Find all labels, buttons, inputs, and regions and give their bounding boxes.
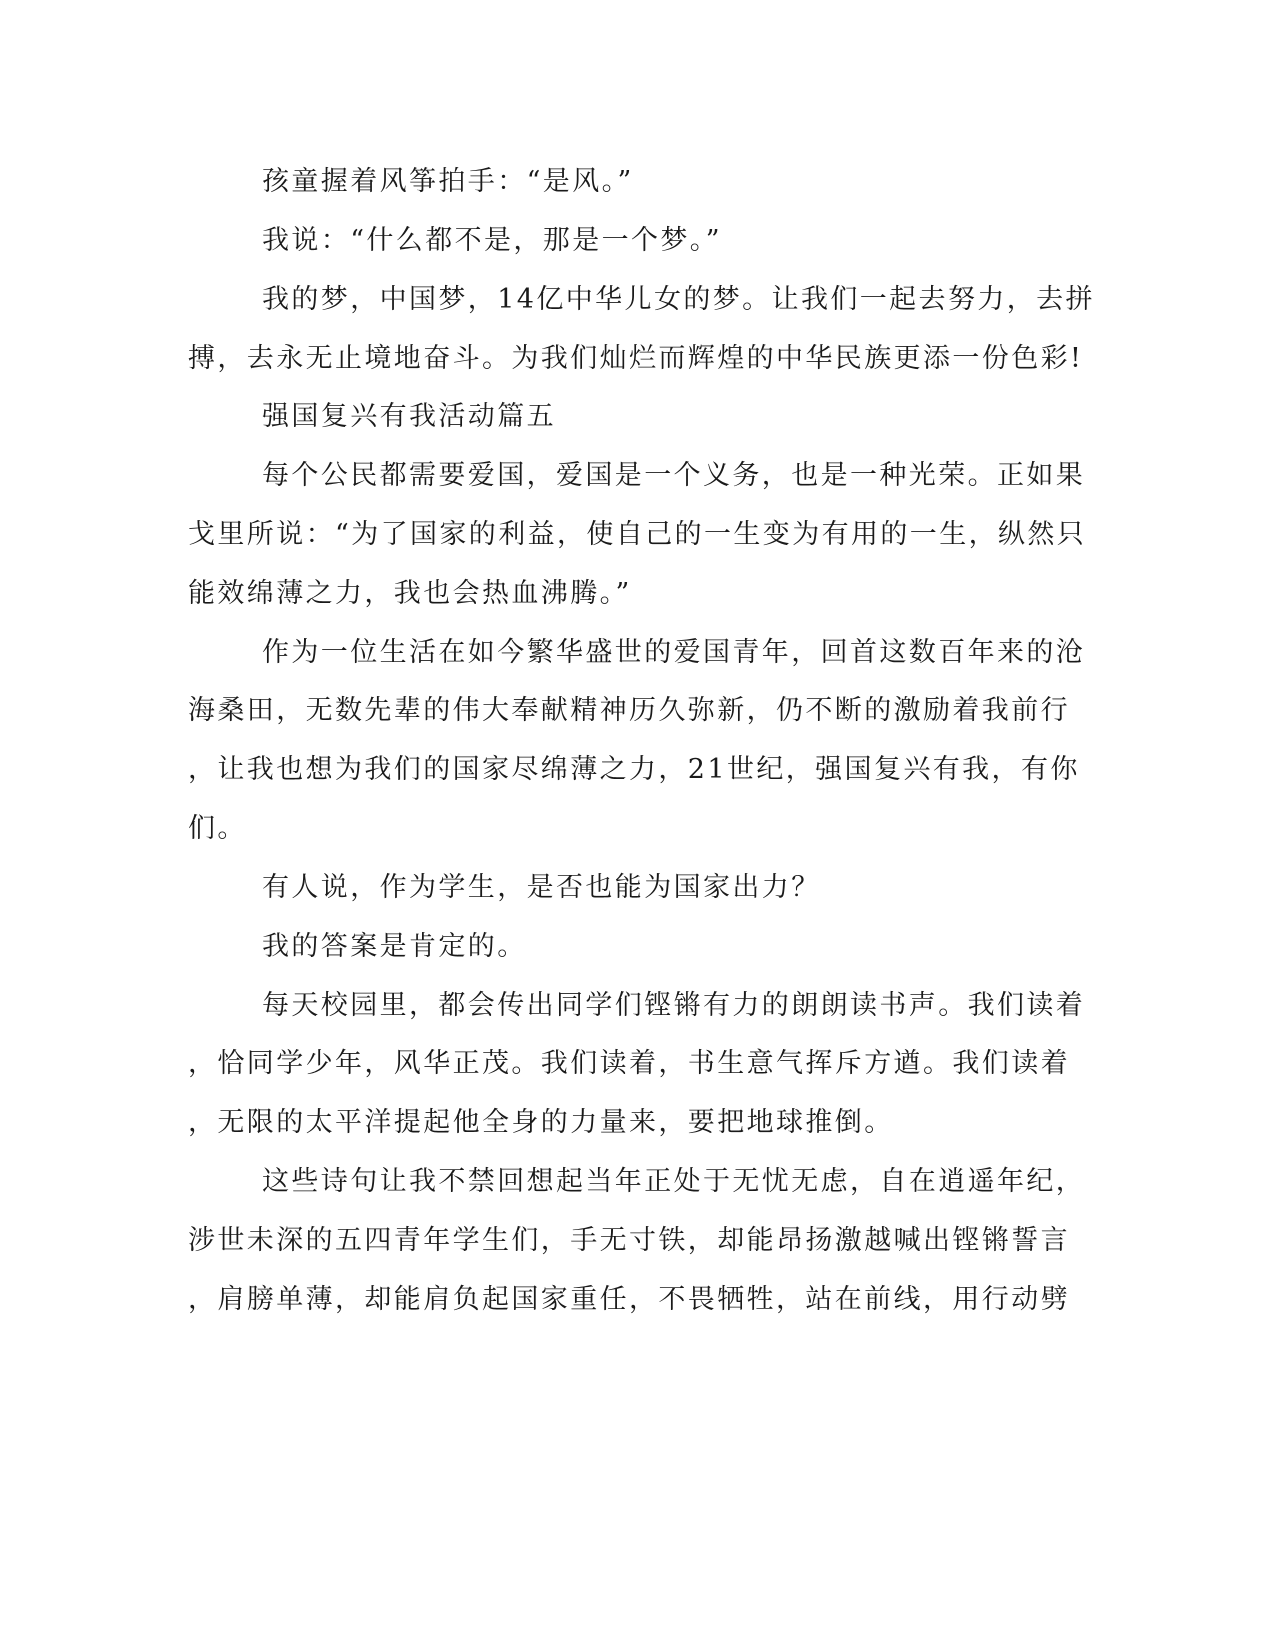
text-line: 海桑田，无数先辈的伟大奉献精神历久弥新，仍不断的激励着我前行 (188, 695, 1070, 726)
text-line: 这些诗句让我不禁回想起当年正处于无忧无虑，自在逍遥年纪， (262, 1166, 1086, 1197)
text-line: 我说：“什么都不是，那是一个梦。” (262, 225, 722, 256)
text-line: 能效绵薄之力，我也会热血沸腾。” (188, 578, 632, 609)
text-line: ，无限的太平洋提起他全身的力量来，要把地球推倒。 (188, 1107, 894, 1138)
text-line: 每天校园里，都会传出同学们铿锵有力的朗朗读书声。我们读着 (262, 990, 1086, 1021)
text-line: ，恰同学少年，风华正茂。我们读着，书生意气挥斥方遒。我们读着 (188, 1048, 1070, 1079)
section-heading: 强国复兴有我活动篇五 (262, 401, 556, 432)
text-line: ，肩膀单薄，却能肩负起国家重任，不畏牺牲，站在前线，用行动劈 (188, 1284, 1070, 1315)
text-line: 们。 (188, 813, 247, 844)
text-line: 每个公民都需要爱国，爱国是一个义务，也是一种光荣。正如果 (262, 460, 1086, 491)
text-line: 有人说，作为学生，是否也能为国家出力？ (262, 872, 821, 903)
text-line: 搏，去永无止境地奋斗。为我们灿烂而辉煌的中华民族更添一份色彩! (188, 343, 1084, 374)
text-line: 戈里所说：“为了国家的利益，使自己的一生变为有用的一生，纵然只 (188, 519, 1087, 550)
text-line: 我的答案是肯定的。 (262, 931, 527, 962)
text-line: 我的梦，中国梦，14亿中华儿女的梦。让我们一起去努力，去拼 (262, 284, 1095, 315)
text-line: 孩童握着风筝拍手：“是风。” (262, 166, 634, 197)
text-line: 作为一位生活在如今繁华盛世的爱国青年，回首这数百年来的沧 (262, 637, 1086, 668)
text-line: 涉世未深的五四青年学生们，手无寸铁，却能昂扬激越喊出铿锵誓言 (188, 1225, 1070, 1256)
text-line: ，让我也想为我们的国家尽绵薄之力，21世纪，强国复兴有我，有你 (188, 754, 1080, 785)
